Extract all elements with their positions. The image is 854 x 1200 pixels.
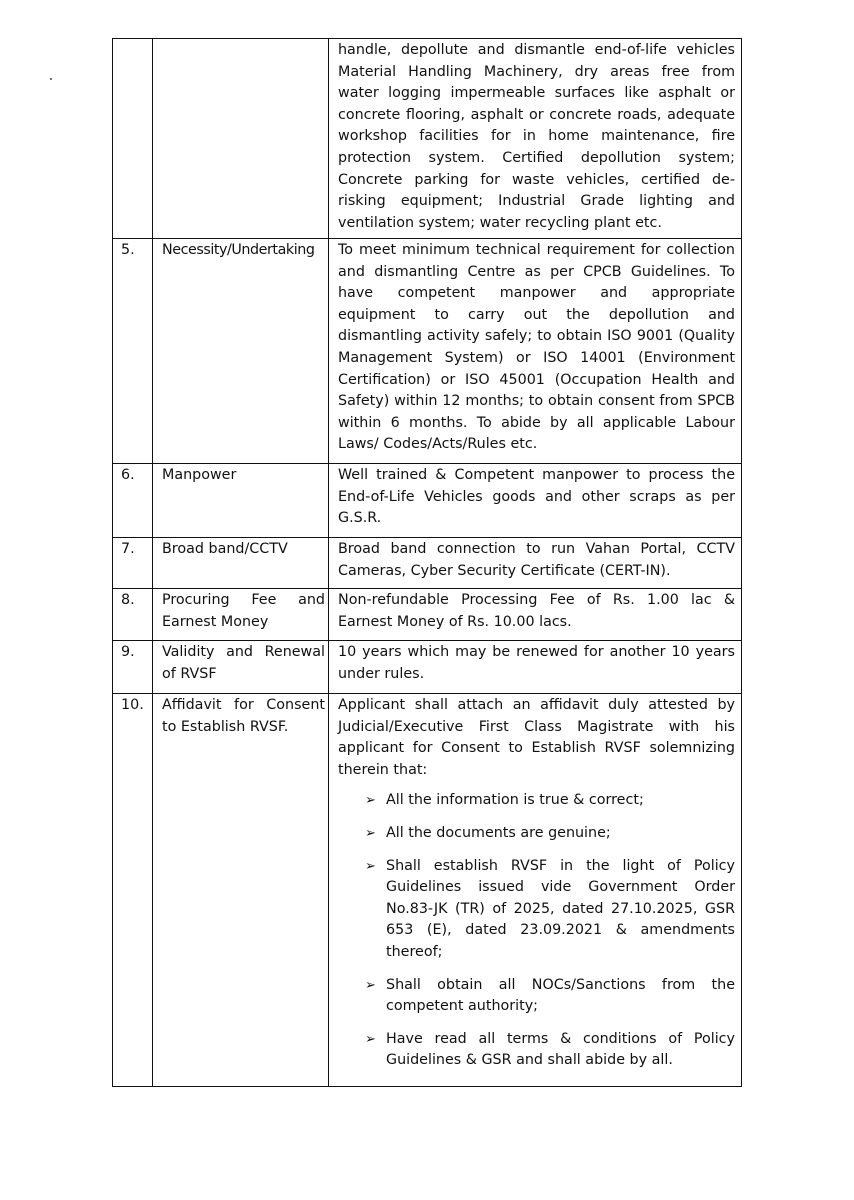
- list-item: ➢ Shall establish RVSF in the light of Policy Guidelines issued vide Government Order No.83-JK (TR) of 2025, dated 27.10.2025, GSR 653 (E), dated 23.09.2021 & amendments thereof;: [365, 857, 735, 960]
- arrow-bullet-icon: ➢: [365, 977, 376, 993]
- list-item: ➢ Shall obtain all NOCs/Sanctions from the competent authority;: [365, 976, 735, 1015]
- table-row: [113, 694, 742, 1087]
- table-row: [113, 464, 742, 538]
- description-text: To meet minimum technical requirement for collection and dismantling Centre as per CPCB Guidelines. To have competent manpower and appropriate equipment to carry out the depollution and dismantling activity safely; to obtain ISO 9001 (Quality Management System) or ISO 14001 (Environment Certification) or ISO 45001 (Occupation Health and Safety) within 12 months; to obtain consent from SPCB within 6 months. To abide by all applicable Labour Laws/ Codes/Acts/Rules etc.: [338, 242, 735, 453]
- table-row: [113, 39, 742, 239]
- scan-speck: [50, 78, 52, 80]
- row-item: Manpower: [153, 464, 329, 538]
- table-row: [113, 589, 742, 641]
- row-item: [153, 39, 329, 239]
- table-row: [113, 538, 742, 589]
- row-number: 5.: [113, 239, 153, 464]
- list-item: ➢ All the documents are genuine;: [365, 823, 735, 845]
- table-row: [113, 239, 742, 464]
- list-item: ➢ All the information is true & correct;: [365, 790, 735, 812]
- row-description: [329, 464, 742, 538]
- arrow-bullet-icon: ➢: [365, 1031, 376, 1047]
- row-item: Broad band/CCTV: [153, 538, 329, 589]
- row-description: [329, 589, 742, 641]
- list-item: ➢ Have read all terms & conditions of Policy Guidelines & GSR and shall abide by all.: [365, 1030, 735, 1069]
- row-item: Affidavit for Consent to Establish RVSF.: [153, 694, 329, 1087]
- row-number: 6.: [113, 464, 153, 538]
- row-number: 10.: [113, 694, 153, 1087]
- description-text: handle, depollute and dismantle end-of-life vehicles Material Handling Machinery, dry areas free from water logging impermeable surfaces like asphalt or concrete flooring, asphalt or concrete roads, adequate workshop facilities for in home maintenance, fire protection system. Certified depollution system; Concrete parking for waste vehicles, certified de-risking equipment; Industrial Grade lighting and ventilation system; water recycling plant etc.: [338, 42, 735, 231]
- description-text: Broad band connection to run Vahan Portal, CCTV Cameras, Cyber Security Certificate (CERT-IN).: [338, 541, 735, 579]
- affidavit-bullet-list: [338, 790, 735, 1072]
- description-text: Well trained & Competent manpower to process the End-of-Life Vehicles goods and other scraps as per G.S.R.: [338, 467, 735, 527]
- requirements-table: [112, 38, 742, 1087]
- arrow-bullet-icon: ➢: [365, 793, 376, 809]
- row-item: Necessity/Undertaking: [153, 239, 329, 464]
- row-number: 8.: [113, 589, 153, 641]
- row-number: [113, 39, 153, 239]
- description-text: 10 years which may be renewed for another 10 years under rules.: [338, 644, 735, 682]
- description-text: Non-refundable Processing Fee of Rs. 1.00 lac & Earnest Money of Rs. 10.00 lacs.: [338, 592, 735, 630]
- arrow-bullet-icon: ➢: [365, 825, 376, 841]
- row-description: [329, 538, 742, 589]
- description-text: Applicant shall attach an affidavit duly attested by Judicial/Executive First Class Magistrate with his applicant for Consent to Establish RVSF solemnizing therein that:: [338, 697, 735, 778]
- row-description: [329, 239, 742, 464]
- row-item: Procuring Fee and Earnest Money: [153, 589, 329, 641]
- arrow-bullet-icon: ➢: [365, 858, 376, 874]
- row-description: [329, 694, 742, 1087]
- row-number: 9.: [113, 641, 153, 694]
- row-item: Validity and Renewal of RVSF: [153, 641, 329, 694]
- row-description: [329, 641, 742, 694]
- table-row: [113, 641, 742, 694]
- row-description: [329, 39, 742, 239]
- row-number: 7.: [113, 538, 153, 589]
